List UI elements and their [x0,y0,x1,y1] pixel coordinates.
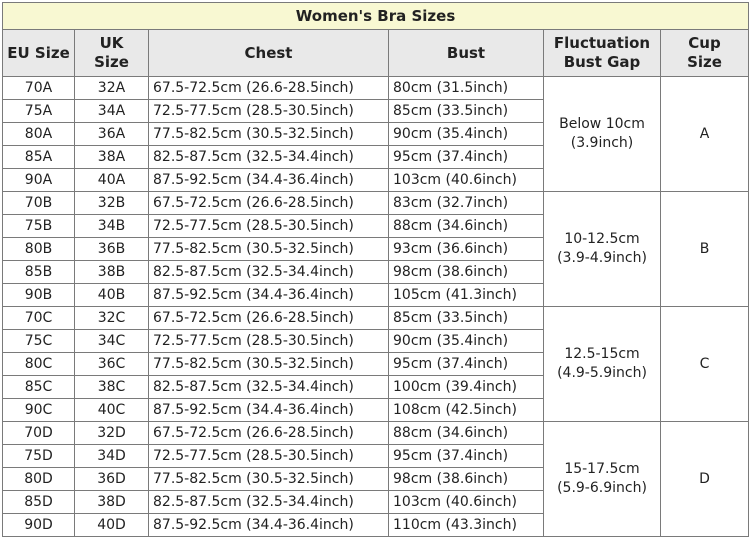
header-chest: Chest [149,30,389,77]
chest-cell: 87.5-92.5cm (34.4-36.4inch) [149,514,389,537]
uk-size-cell: 40C [75,399,149,422]
chest-cell: 77.5-82.5cm (30.5-32.5inch) [149,353,389,376]
bust-cell: 110cm (43.3inch) [389,514,544,537]
bust-cell: 85cm (33.5inch) [389,307,544,330]
bust-cell: 93cm (36.6inch) [389,238,544,261]
cup-size-cell: D [661,422,749,537]
header-row [3,30,749,77]
eu-size-cell: 90C [3,399,75,422]
uk-size-cell: 32D [75,422,149,445]
eu-size-cell: 80D [3,468,75,491]
chest-cell: 77.5-82.5cm (30.5-32.5inch) [149,238,389,261]
table-title: Women's Bra Sizes [3,3,749,30]
eu-size-cell: 70C [3,307,75,330]
chest-cell: 67.5-72.5cm (26.6-28.5inch) [149,422,389,445]
eu-size-cell: 85B [3,261,75,284]
bust-cell: 103cm (40.6inch) [389,491,544,514]
uk-size-cell: 40B [75,284,149,307]
uk-size-cell: 34D [75,445,149,468]
bust-cell: 88cm (34.6inch) [389,215,544,238]
header-uk-line2: Size [94,53,129,71]
bust-cell: 100cm (39.4inch) [389,376,544,399]
bust-gap-cell [544,192,661,307]
chest-cell: 72.5-77.5cm (28.5-30.5inch) [149,445,389,468]
bust-gap-cell [544,307,661,422]
header-cup-size [661,30,749,77]
chest-cell: 72.5-77.5cm (28.5-30.5inch) [149,330,389,353]
chest-cell: 72.5-77.5cm (28.5-30.5inch) [149,100,389,123]
uk-size-cell: 38B [75,261,149,284]
table-row [3,307,749,330]
uk-size-cell: 38C [75,376,149,399]
header-fluctuation-line1: Fluctuation [553,34,651,52]
chest-cell: 82.5-87.5cm (32.5-34.4inch) [149,491,389,514]
title-row [3,3,749,30]
eu-size-cell: 75D [3,445,75,468]
bust-cell: 80cm (31.5inch) [389,77,544,100]
uk-size-cell: 32B [75,192,149,215]
bust-cell: 90cm (35.4inch) [389,330,544,353]
chest-cell: 67.5-72.5cm (26.6-28.5inch) [149,77,389,100]
chest-cell: 67.5-72.5cm (26.6-28.5inch) [149,307,389,330]
eu-size-cell: 75C [3,330,75,353]
eu-size-cell: 75B [3,215,75,238]
uk-size-cell: 32C [75,307,149,330]
bust-cell: 85cm (33.5inch) [389,100,544,123]
uk-size-cell: 38A [75,146,149,169]
chest-cell: 82.5-87.5cm (32.5-34.4inch) [149,261,389,284]
bra-size-table [2,2,749,537]
uk-size-cell: 36D [75,468,149,491]
bust-gap-cell [544,422,661,537]
uk-size-cell: 40D [75,514,149,537]
bust-cell: 95cm (37.4inch) [389,445,544,468]
chest-cell: 87.5-92.5cm (34.4-36.4inch) [149,284,389,307]
bust-cell: 105cm (41.3inch) [389,284,544,307]
chest-cell: 77.5-82.5cm (30.5-32.5inch) [149,123,389,146]
eu-size-cell: 75A [3,100,75,123]
header-eu-size: EU Size [3,30,75,77]
bust-cell: 95cm (37.4inch) [389,353,544,376]
chest-cell: 67.5-72.5cm (26.6-28.5inch) [149,192,389,215]
uk-size-cell: 36C [75,353,149,376]
uk-size-cell: 38D [75,491,149,514]
header-cup-line1: Cup [688,34,721,52]
uk-size-cell: 36A [75,123,149,146]
eu-size-cell: 70D [3,422,75,445]
eu-size-cell: 70A [3,77,75,100]
eu-size-cell: 80A [3,123,75,146]
chest-cell: 82.5-87.5cm (32.5-34.4inch) [149,146,389,169]
bust-cell: 108cm (42.5inch) [389,399,544,422]
chest-cell: 77.5-82.5cm (30.5-32.5inch) [149,468,389,491]
bust-gap-cell [544,77,661,192]
bust-cell: 83cm (32.7inch) [389,192,544,215]
bust-cell: 98cm (38.6inch) [389,261,544,284]
cup-size-cell: C [661,307,749,422]
uk-size-cell: 34B [75,215,149,238]
eu-size-cell: 85A [3,146,75,169]
eu-size-cell: 70B [3,192,75,215]
uk-size-cell: 34C [75,330,149,353]
chest-cell: 72.5-77.5cm (28.5-30.5inch) [149,215,389,238]
eu-size-cell: 80C [3,353,75,376]
uk-size-cell: 40A [75,169,149,192]
uk-size-cell: 36B [75,238,149,261]
eu-size-cell: 90A [3,169,75,192]
header-fluctuation-line2: Bust Gap [563,53,641,71]
bust-gap-line1: 15-17.5cm [564,461,640,477]
bust-cell: 95cm (37.4inch) [389,146,544,169]
chest-cell: 87.5-92.5cm (34.4-36.4inch) [149,169,389,192]
table-row [3,77,749,100]
eu-size-cell: 80B [3,238,75,261]
header-uk-size [75,30,149,77]
cup-size-cell: A [661,77,749,192]
uk-size-cell: 32A [75,77,149,100]
eu-size-cell: 85D [3,491,75,514]
bust-gap-line1: 12.5-15cm [564,346,640,362]
table-row [3,192,749,215]
bust-gap-line1: Below 10cm [559,116,645,132]
header-cup-line2: Size [687,53,722,71]
eu-size-cell: 90D [3,514,75,537]
bust-cell: 103cm (40.6inch) [389,169,544,192]
chest-cell: 87.5-92.5cm (34.4-36.4inch) [149,399,389,422]
header-fluctuation [544,30,661,77]
bust-gap-line1: 10-12.5cm [564,231,640,247]
cup-size-cell: B [661,192,749,307]
header-bust: Bust [389,30,544,77]
bust-cell: 88cm (34.6inch) [389,422,544,445]
eu-size-cell: 85C [3,376,75,399]
uk-size-cell: 34A [75,100,149,123]
table-row [3,422,749,445]
bust-cell: 90cm (35.4inch) [389,123,544,146]
bust-gap-line2: (3.9inch) [570,135,634,151]
eu-size-cell: 90B [3,284,75,307]
bust-gap-line2: (4.9-5.9inch) [557,365,647,381]
bust-gap-line2: (3.9-4.9inch) [557,250,647,266]
header-uk-line1: UK [99,34,124,52]
bust-cell: 98cm (38.6inch) [389,468,544,491]
table-body [3,77,749,537]
bust-gap-line2: (5.9-6.9inch) [557,480,647,496]
chest-cell: 82.5-87.5cm (32.5-34.4inch) [149,376,389,399]
